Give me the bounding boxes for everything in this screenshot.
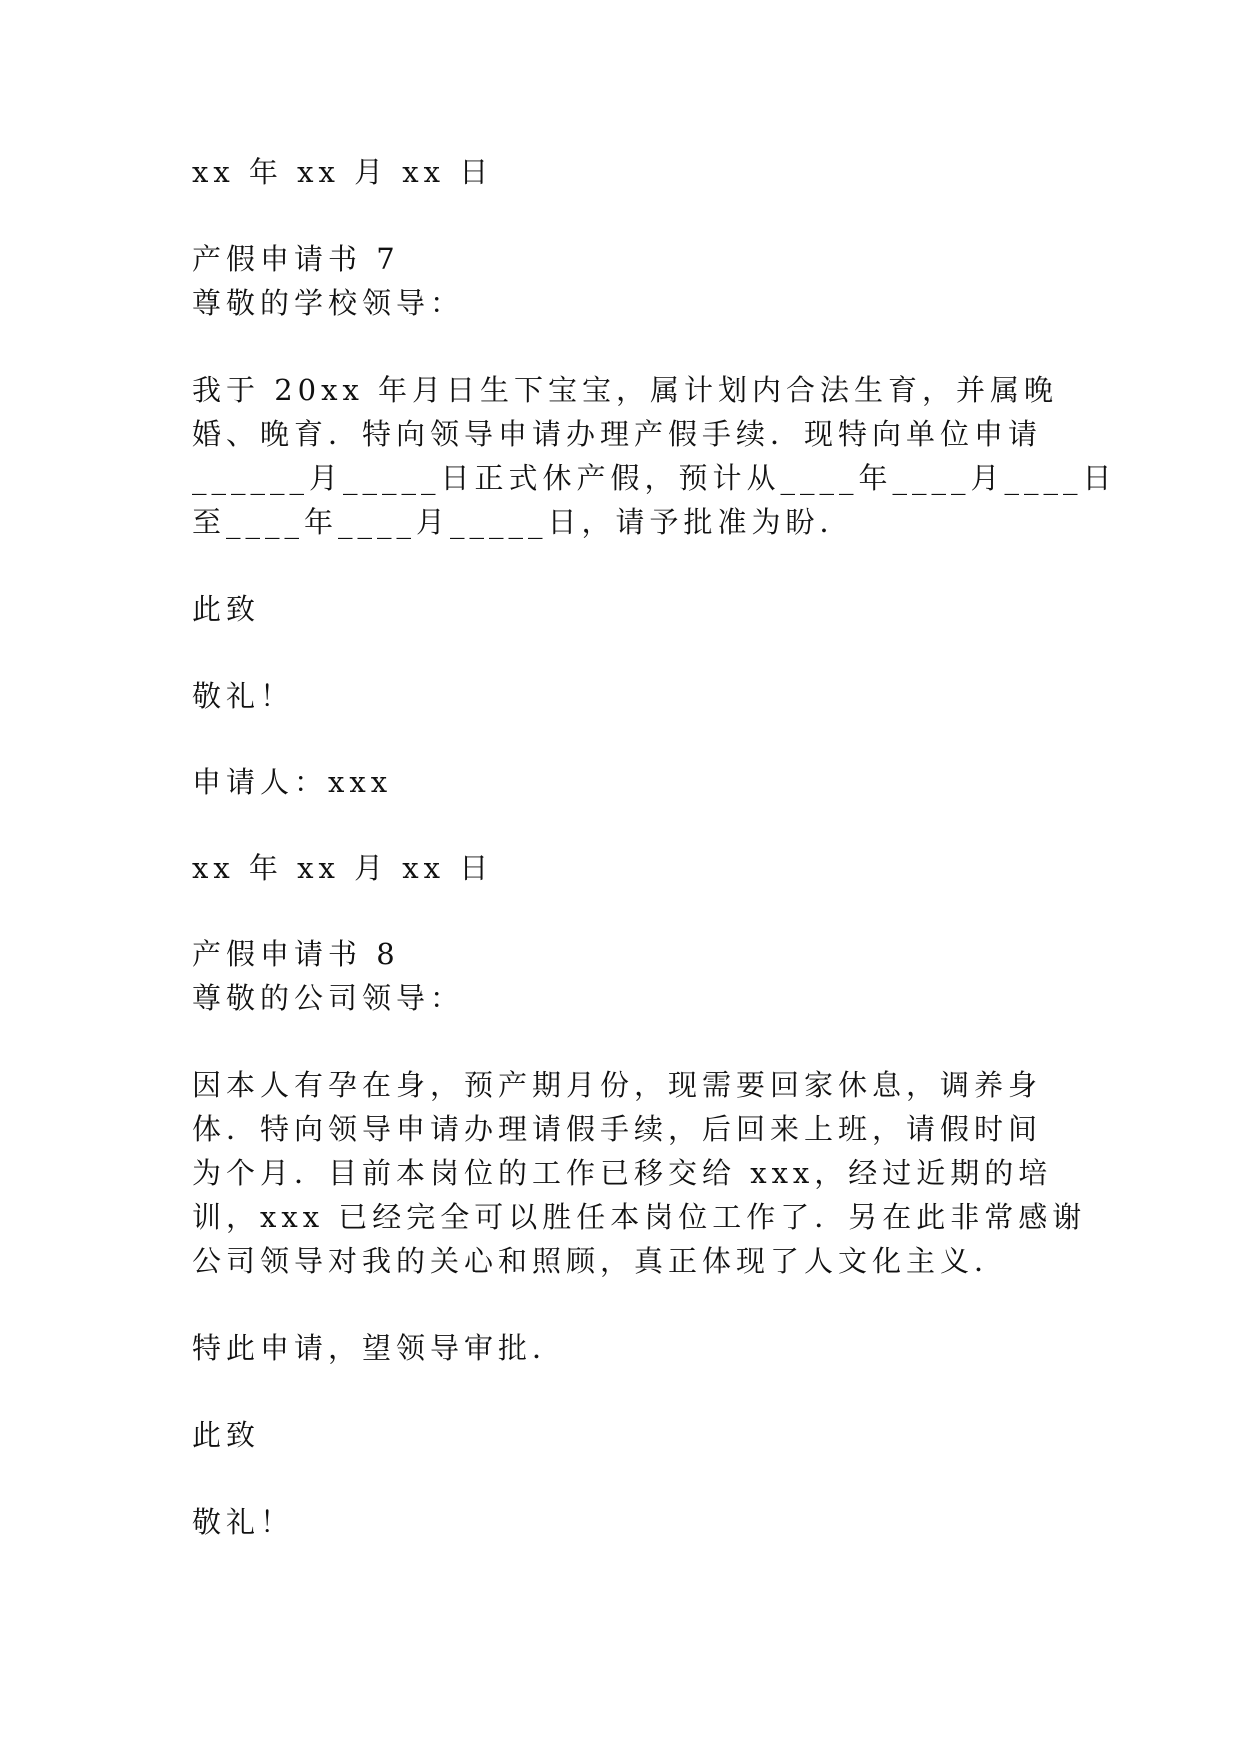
letter-7-title: 产假申请书 7 xyxy=(192,242,400,276)
letter-8-body-line: 为个月．目前本岗位的工作已移交给 xxx，经过近期的培 xyxy=(192,1156,1053,1190)
letter-8-body-line: 因本人有孕在身，预产期月份，现需要回家休息，调养身 xyxy=(192,1068,1043,1102)
letter-7-salutation: 尊敬的学校领导： xyxy=(192,286,465,320)
letter-7-closing: 此致 xyxy=(192,592,261,626)
letter-8-request: 特此申请，望领导审批． xyxy=(192,1331,567,1365)
letter-8-title: 产假申请书 8 xyxy=(192,937,400,971)
previous-letter-date: xx 年 xx 月 xx 日 xyxy=(192,155,494,189)
letter-8-salutation: 尊敬的公司领导： xyxy=(192,981,465,1015)
letter-8-closing: 此致 xyxy=(192,1418,261,1452)
letter-8-body-line: 体．特向领导申请办理请假手续，后回来上班，请假时间 xyxy=(192,1112,1043,1146)
letter-7-body-line: ______月_____日正式休产假，预计从____年____月____日 xyxy=(192,461,1117,495)
letter-7-applicant: 申请人：xxx xyxy=(192,765,393,799)
letter-7-body-line: 婚、晚育．特向领导申请办理产假手续．现特向单位申请 xyxy=(192,417,1043,451)
letter-8-body-line: 训，xxx 已经完全可以胜任本岗位工作了．另在此非常感谢 xyxy=(192,1200,1087,1234)
letter-7-date: xx 年 xx 月 xx 日 xyxy=(192,851,494,885)
letter-7-regards: 敬礼！ xyxy=(192,679,295,713)
letter-7-body-line: 至____年____月_____日，请予批准为盼． xyxy=(192,505,854,539)
letter-8-body-line: 公司领导对我的关心和照顾，真正体现了人文化主义． xyxy=(192,1244,1009,1278)
letter-8-regards: 敬礼！ xyxy=(192,1505,295,1539)
letter-7-body-line: 我于 20xx 年月日生下宝宝，属计划内合法生育，并属晚 xyxy=(192,373,1059,407)
